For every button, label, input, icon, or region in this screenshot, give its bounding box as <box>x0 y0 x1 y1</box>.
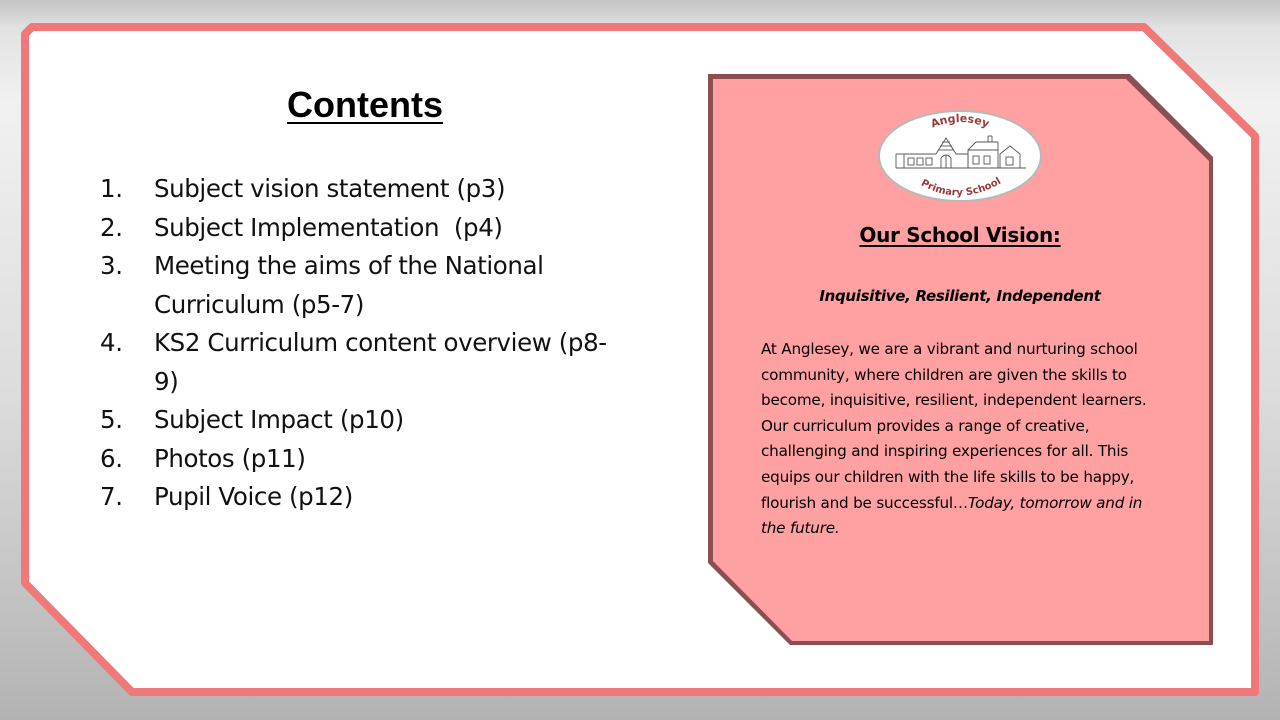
contents-item <box>100 209 620 248</box>
vision-paragraph-2 <box>761 414 1153 542</box>
vision-paragraph-1: At Anglesey, we are a vibrant and nurturing school community, where children are given the skills to become, inquisitive, resilient, independent learners. <box>761 340 1147 410</box>
contents-title: Contents <box>287 84 443 125</box>
contents-item-text: Pupil Voice (p12) <box>154 482 353 511</box>
contents-item <box>100 440 620 479</box>
contents-item-number: 6. <box>100 443 123 473</box>
contents-item-number: 3. <box>100 251 123 280</box>
vision-values: Inquisitive, Resilient, Independent <box>819 287 1101 305</box>
contents-item-text: Subject Impact (p10) <box>154 405 404 434</box>
vision-statement <box>761 337 1153 542</box>
contents-item <box>100 401 620 440</box>
contents-item-text: Photos (p11) <box>154 443 306 473</box>
school-logo <box>876 108 1044 204</box>
contents-item-text: Meeting the aims of the National Curriculum (p5-7) <box>154 251 551 319</box>
contents-item-number: 2. <box>100 212 123 242</box>
logo-top-text: Anglesey <box>929 111 991 131</box>
vision-paragraph-2-text: Our curriculum provides a range of creative, challenging and inspiring experiences for all. This equips our children with the life skills to be happy, flourish and be successful… <box>761 416 1135 512</box>
contents-item <box>100 170 620 209</box>
contents-item <box>100 478 620 517</box>
logo-bottom-text: Primary School <box>919 175 1003 199</box>
contents-item-number: 4. <box>100 328 123 357</box>
contents-item-text: Subject Implementation (p4) <box>154 212 503 242</box>
contents-list <box>100 170 620 517</box>
contents-item-number: 5. <box>100 405 123 434</box>
contents-item-text: KS2 Curriculum content overview (p8-9) <box>154 328 607 396</box>
contents-item <box>100 247 620 324</box>
contents-item <box>100 324 620 401</box>
vision-heading: Our School Vision: <box>859 223 1061 247</box>
vision-paragraph-2-italic: Today, tomorrow and in the future. <box>761 493 1143 538</box>
contents-item-text: Subject vision statement (p3) <box>154 174 506 203</box>
contents-item-number: 7. <box>100 482 123 511</box>
contents-item-number: 1. <box>100 174 123 203</box>
